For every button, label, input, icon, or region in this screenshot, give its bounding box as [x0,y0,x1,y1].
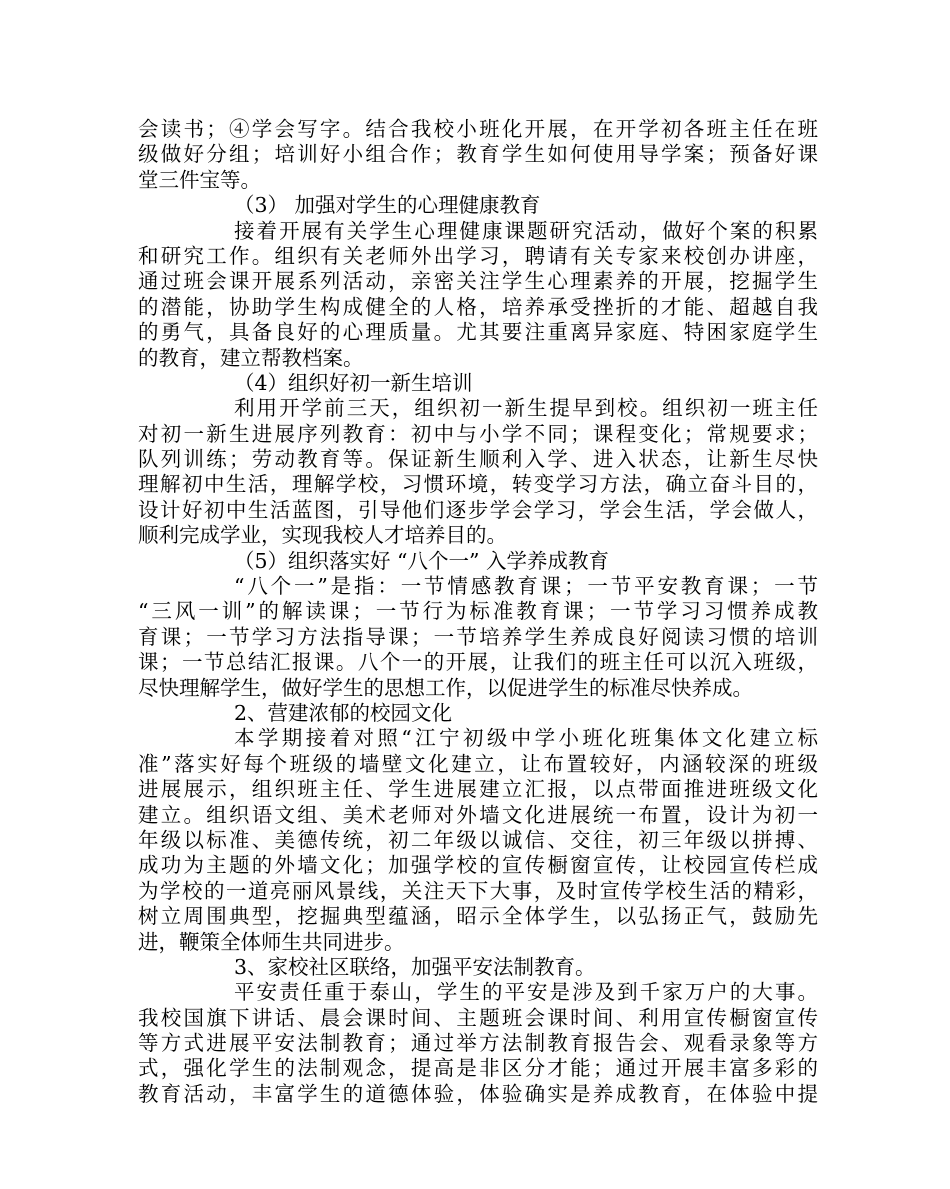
text-line: 尽快理解学生，做好学生的思想工作，以促进学生的标准尽快养成。 [138,675,753,700]
text-line: 进，鞭策全体师生共同进步。 [138,929,405,954]
text-line: 进展展示，组织班主任、学生进展建立汇报，以点带面推进班级文化 [138,777,818,802]
text-line: 设计好初中生活蓝图，引导他们逐步学会学习，学会生活，学会做人， [138,497,818,522]
text-line: 的潜能，协助学生构成健全的人格，培养承受挫折的才能、超越自我 [138,294,818,319]
text-line: 式，强化学生的法制观念，提高是非区分才能；通过开展丰富多彩的 [138,1056,818,1081]
text-line: “三风一训”的解读课；一节行为标准教育课；一节学习习惯养成教 [138,599,818,624]
text-line: 级做好分组；培训好小组合作；教育学生如何使用导学案；预备好课 [138,142,818,167]
text-line: 对初一新生进展序列教育：初中与小学不同；课程变化；常规要求； [138,421,818,446]
text-line: 堂三件宝等。 [138,167,261,192]
text-line: 年级以标准、美德传统，初二年级以诚信、交往，初三年级以拼搏、 [138,827,818,852]
text-line: 等方式进展平安法制教育；通过举方法制教育报告会、观看录象等方 [138,1031,818,1056]
text-line: 成功为主题的外墙文化；加强学校的宣传橱窗宣传，让校园宣传栏成 [138,853,818,878]
text-line: 顺利完成学业，实现我校人才培养目的。 [138,523,507,548]
text-line: 队列训练；劳动教育等。保证新生顺利入学、进入状态，让新生尽快 [138,447,818,472]
text-line: 建立。组织语文组、美术老师对外墙文化进展统一布置，设计为初一 [138,802,818,827]
section-heading: 3、家校社区联络，加强平安法制教育。 [234,954,596,979]
text-line: 通过班会课开展系列活动，亲密关注学生心理素养的开展，挖掘学生 [138,269,818,294]
text-line: 本学期接着对照“江宁初级中学小班化班集体文化建立标 [234,726,818,751]
text-line: 理解初中生活，理解学校，习惯环境，转变学习方法，确立奋斗目的， [138,472,818,497]
text-line: “八个一”是指：一节情感教育课；一节平安教育课；一节 [234,574,818,599]
text-line: 的教育，建立帮教档案。 [138,345,364,370]
text-line: 教育活动，丰富学生的道德体验，体验确实是养成教育，在体验中提 [138,1081,818,1106]
text-line: 和研究工作。组织有关老师外出学习，聘请有关专家来校创办讲座， [138,243,818,268]
section-heading: （4）组织好初一新生培训 [234,370,473,395]
section-heading: （5）组织落实好 “八个一” 入学养成教育 [234,548,610,573]
text-line: 我校国旗下讲话、晨会课时间、主题班会课时间、利用宣传橱窗宣传 [138,1005,818,1030]
text-line: 课；一节总结汇报课。八个一的开展，让我们的班主任可以沉入班级， [138,650,818,675]
text-line: 的勇气，具备良好的心理质量。尤其要注重离异家庭、特困家庭学生 [138,320,818,345]
document-page [138,117,818,1107]
section-heading: （3） 加强对学生的心理健康教育 [234,193,541,218]
section-heading: 2、营建浓郁的校园文化 [234,700,453,725]
text-line: 利用开学前三天，组织初一新生提早到校。组织初一班主任 [234,396,818,421]
text-line: 为学校的一道亮丽风景线，关注天下大事，及时宣传学校生活的精彩， [138,878,818,903]
text-line: 平安责任重于泰山，学生的平安是涉及到千家万户的大事。 [234,980,818,1005]
text-line: 会读书；④学会写字。结合我校小班化开展，在开学初各班主任在班 [138,117,818,141]
text-line: 接着开展有关学生心理健康课题研究活动，做好个案的积累 [234,218,818,243]
text-line: 树立周围典型，挖掘典型蕴涵，昭示全体学生，以弘扬正气，鼓励先 [138,904,818,929]
text-line: 准”落实好每个班级的墙壁文化建立，让布置较好，内涵较深的班级 [138,751,818,776]
text-line: 育课；一节学习方法指导课；一节培养学生养成良好阅读习惯的培训 [138,624,818,649]
